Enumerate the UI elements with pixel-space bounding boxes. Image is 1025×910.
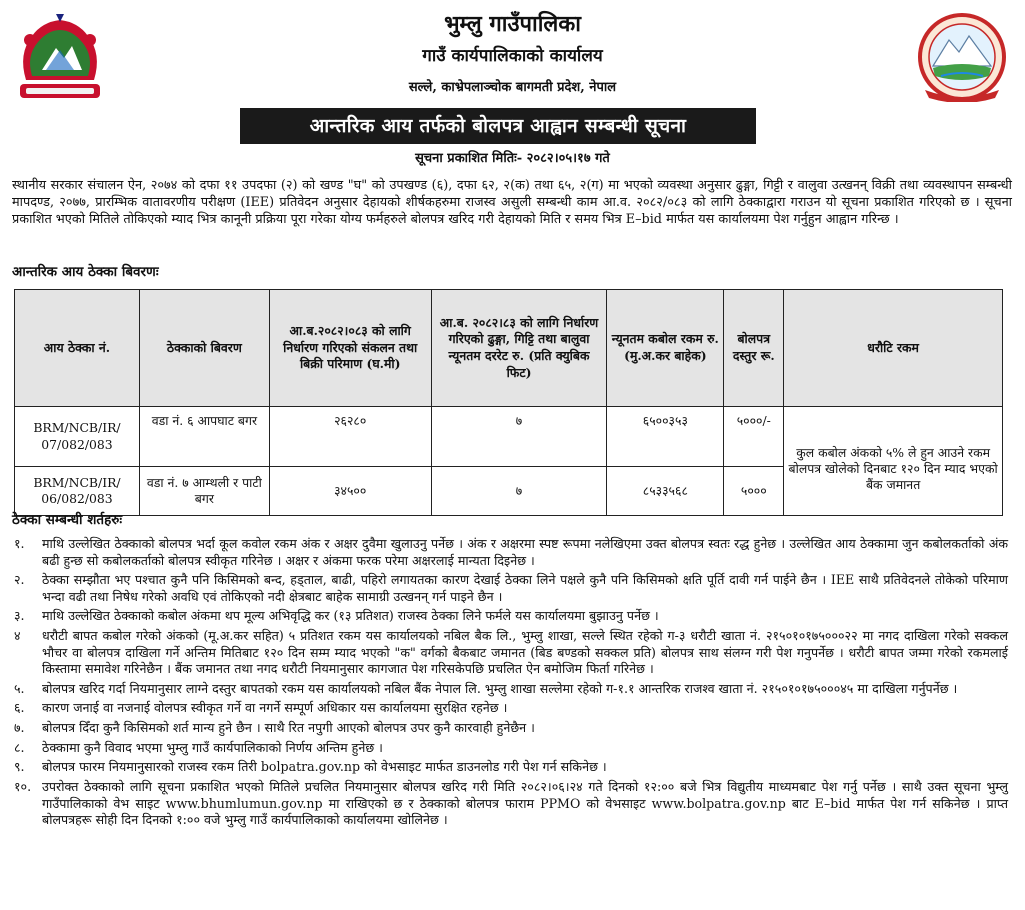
term-item bbox=[14, 608, 1008, 625]
terms-heading: ठेक्का सम्बन्धी शर्तहरुः bbox=[12, 512, 123, 528]
table-row bbox=[15, 407, 1003, 467]
notice-header bbox=[0, 0, 1025, 150]
deposit-cell: कुल कबोल अंकको ५% ले हुन आउने रकम बोलपत्र खोलेको दिनबाट १२० दिन म्याद भएको बैंक जमानत bbox=[784, 407, 1003, 516]
row-rate: ७ bbox=[431, 407, 607, 467]
row-min-bid: ६५००३५३ bbox=[607, 407, 724, 467]
term-item bbox=[14, 628, 1008, 678]
term-item bbox=[14, 572, 1008, 605]
row-description: वडा नं. ७ आम्थली र पाटी बगर bbox=[139, 467, 269, 516]
term-item bbox=[14, 536, 1008, 569]
term-number: ४ bbox=[14, 628, 21, 644]
row-fee: ५०००/- bbox=[724, 407, 784, 467]
municipality-name: भुम्लु गाउँपालिका bbox=[444, 11, 581, 37]
row-quantity: २६२८० bbox=[269, 407, 431, 467]
term-number: ८. bbox=[14, 739, 25, 755]
header-quantity: आ.ब.२०८२।०८३ को लागि निर्धारण गरिएको संकलन तथा बिक्री परिमाण (घ.मी) bbox=[269, 290, 431, 407]
row-min-bid: ८५३३५६८ bbox=[607, 467, 724, 516]
header-description: ठेक्काको बिवरण bbox=[139, 290, 269, 407]
term-number: ६. bbox=[14, 700, 25, 716]
publish-date: सूचना प्रकाशित मितिः- २०८२।०५।१७ गते bbox=[415, 151, 610, 166]
municipality-logo-icon bbox=[917, 12, 1007, 102]
term-text: बोलपत्र खरिद गर्दा नियमानुसार लाग्ने दस्तुर बापतको रकम यस कार्यालयको नबिल बैंक नेपाल लि. भुम्लु शाखा सल्लेमा रहेको ग-१.१ आन्तरिक राजश्व खाता नं. २१५०१०१७५०००४५ मा दाखिला गर्नुपर्नेछ । bbox=[42, 680, 958, 696]
term-number: ७. bbox=[14, 720, 25, 736]
intro-paragraph: स्थानीय सरकार संचालन ऐन, २०७४ को दफा ११ उपदफा (२) को खण्ड "घ" को उपखण्ड (६), दफा ६२, २(क) तथा ६५, २(ग) मा भएको व्यवस्था अनुसार ढुङ्गा, गिट्टी र वालुवा उत्खनन् विक्री तथा व्यवस्थापन सम्बन्धी मापदण्ड, २०७७, प्रारम्भिक वातावरणीय परीक्षण (IEE) प्रतिवेदन अनुसार देहायको शीर्षकहरुमा राजस्व असुली सम्बन्धी काम आ.व. २०८२/०८३ को लागि ठेक्काद्वारा गराउन यो सूचना प्रकाशित गरिएको छ । सूचना प्रकाशित भएको मितिले तोकिएको म्याद भित्र कानूनी प्रक्रिया पूरा गरेका योग्य फर्महरुले बोलपत्र खरिद गरी देहायको मिति र समय भित्र E–bid मार्फत यस कार्यालयमा पेश गर्नुहुन आह्वान गरिन्छ । bbox=[12, 178, 1012, 227]
header-code: आय ठेक्का नं. bbox=[15, 290, 140, 407]
header-deposit: धरौटि रकम bbox=[784, 290, 1003, 407]
revenue-contract-table bbox=[14, 289, 1003, 516]
term-number: ५. bbox=[14, 680, 25, 696]
header-fee: बोलपत्र दस्तुर रू. bbox=[724, 290, 784, 407]
term-number: ३. bbox=[14, 608, 25, 624]
term-number: १०. bbox=[14, 778, 32, 794]
terms-list bbox=[14, 536, 1008, 832]
term-text: उपरोक्त ठेक्काको लागि सूचना प्रकाशित भएको मितिले प्रचलित नियमानुसार बोलपत्र खरिद गरी मिति २०८२।०६।२४ गते दिनको १२:०० बजे भित्र विद्युतीय माध्यमबाट पेश गर्नु पर्नेछ । साथै उक्त सूचना भुम्लु गाउँपालिकाको वेभ साइट www.bhumlumun.gov.np मा राखिएको छ र ठेक्काको बोलपत्र फाराम PPMO को वेभसाइट www.bolpatra.gov.np बाट E–bid मार्फत पेश गर्न सकिनेछ । प्राप्त बोलपत्रहरू सोही दिन दिनको १:०० वजे भुम्लु गाउँ कार्यपालिकाको कार्यालयमा खोलिनेछ । bbox=[42, 778, 1008, 828]
term-item bbox=[14, 700, 1008, 717]
term-item bbox=[14, 740, 1008, 757]
header-rate: आ.ब. २०८२।८३ को लागि निर्धारण गरिएको ढुङ्गा, गिट्टि तथा बालुवा न्यूनतम दररेट रु. (प्रति क्युबिक फिट) bbox=[431, 290, 607, 407]
notice-title-banner: आन्तरिक आय तर्फको बोलपत्र आह्वान सम्बन्धी सूचना bbox=[240, 108, 756, 144]
term-text: धरौटी बापत कबोल गरेको अंकको (मू.अ.कर सहित) ५ प्रतिशत रकम यस कार्यालयको नबिल बैक लि., भुम्लु शाखा, सल्ले स्थित रहेको ग-३ धरौटी खाता नं. २१५०१०१७५०००२२ मा नगद दाखिला गरेको सक्कल भौचर वा बोलपत्र दाखिला गर्ने अन्तिम मितिबाट १२० दिन सम्म म्याद भएको "क" वर्गको बैकबाट जमानत (बिड बण्डको सक्कल प्रति) बोलपत्र साथ संलग्न गरी पेश गनुपर्नेछ । धरौटी बापत जम्मा गरेको रकमलाई किस्तामा समावेश गरिनेछैन । बैंक जमानत तथा नगद धरौटी नियमानुसार कागजात पेश गरिसकेपछि प्रचलित ऐन बमोजिम फिर्ता गरिनेछ । bbox=[42, 628, 1008, 677]
term-text: कारण जनाई वा नजनाई वोलपत्र स्वीकृत गर्ने वा नगर्ने सम्पूर्ण अधिकार यस कार्यालयमा सुरक्षित रहनेछ । bbox=[42, 700, 508, 716]
row-quantity: ३४५०० bbox=[269, 467, 431, 516]
term-item bbox=[14, 779, 1008, 829]
term-text: माथि उल्लेखित ठेक्काको कबोल अंकमा थप मूल्य अभिवृद्धि कर (१३ प्रतिशत) राजस्व ठेक्का लिने फर्मले यस कार्यालयमा बुझाउनु पर्नेछ । bbox=[42, 608, 659, 624]
row-rate: ७ bbox=[431, 467, 607, 516]
office-address: सल्ले, काभ्रेपलाञ्चोक बागमती प्रदेश, नेपाल bbox=[408, 80, 617, 95]
row-code: BRM/NCB/IR/ 06/082/083 bbox=[15, 467, 140, 516]
office-name: गाउँ कार्यपालिकाको कार्यालय bbox=[422, 46, 603, 66]
table-header-row bbox=[15, 290, 1003, 407]
row-code: BRM/NCB/IR/ 07/082/083 bbox=[15, 407, 140, 467]
term-text: ठेक्का सम्झौता भए पश्चात कुनै पनि किसिमको बन्द, हड्ताल, बाढी, पहिरो लगायतका कारण देखाई ठेक्का लिने पक्षले कुनै पनि किसिमको क्षति पूर्ति दावी गर्न पाईने छैन । IEE साथै प्रतिवेदनले तोकेको परिमाण भन्दा वढी तथा निषेध गरेको अवधि एवं तोकिएको नदी क्षेत्रबाट बाहेक सामाग्री उत्खनन् गर्न पाइने छैन । bbox=[42, 572, 1008, 604]
row-description: वडा नं. ६ आपघाट बगर bbox=[139, 407, 269, 467]
term-number: १. bbox=[14, 536, 25, 551]
term-item bbox=[14, 720, 1008, 737]
term-text: माथि उल्लेखित ठेक्काको बोलपत्र भर्दा कूल कवोल रकम अंक र अक्षर दुवैमा खुलाउनु पर्नेछ । अंक र अक्षरमा स्पष्ट रूपमा नलेखिएमा उक्त बोलपत्र स्वतः रद्ध हुनेछ । उल्लेखित आय ठेक्कामा जुन कबोलकर्ताको अंक बढी हुन्छ सो कबोलकर्ताको बोलपत्र स्वीकृत गरिनेछ । अक्षर र अंकमा फरक परेमा अक्षरलाई मान्यता दिइनेछ । bbox=[42, 536, 1008, 568]
term-text: बोलपत्र फारम नियमानुसारको राजस्व रकम तिरी bolpatra.gov.np को वेभसाइट मार्फत डाउनलोड गरी पेश गर्न सकिनेछ । bbox=[42, 759, 607, 775]
term-number: २. bbox=[14, 572, 25, 588]
term-number: ९. bbox=[14, 759, 25, 775]
table-heading: आन्तरिक आय ठेक्का बिवरणः bbox=[12, 264, 159, 280]
term-item bbox=[14, 681, 1008, 698]
term-text: बोलपत्र दिँदा कुनै किसिमको शर्त मान्य हुने छैन । साथै रित नपुगी आएको बोलपत्र उपर कुनै कारवाही हुनेछैन । bbox=[42, 720, 535, 736]
term-text: ठेक्कामा कुनै विवाद भएमा भुम्लु गाउँ कार्यपालिकाको निर्णय अन्तिम हुनेछ । bbox=[42, 739, 383, 755]
row-fee: ५००० bbox=[724, 467, 784, 516]
term-item bbox=[14, 759, 1008, 776]
header-min-bid: न्यूनतम कबोल रकम रु. (मु.अ.कर बाहेक) bbox=[607, 290, 724, 407]
